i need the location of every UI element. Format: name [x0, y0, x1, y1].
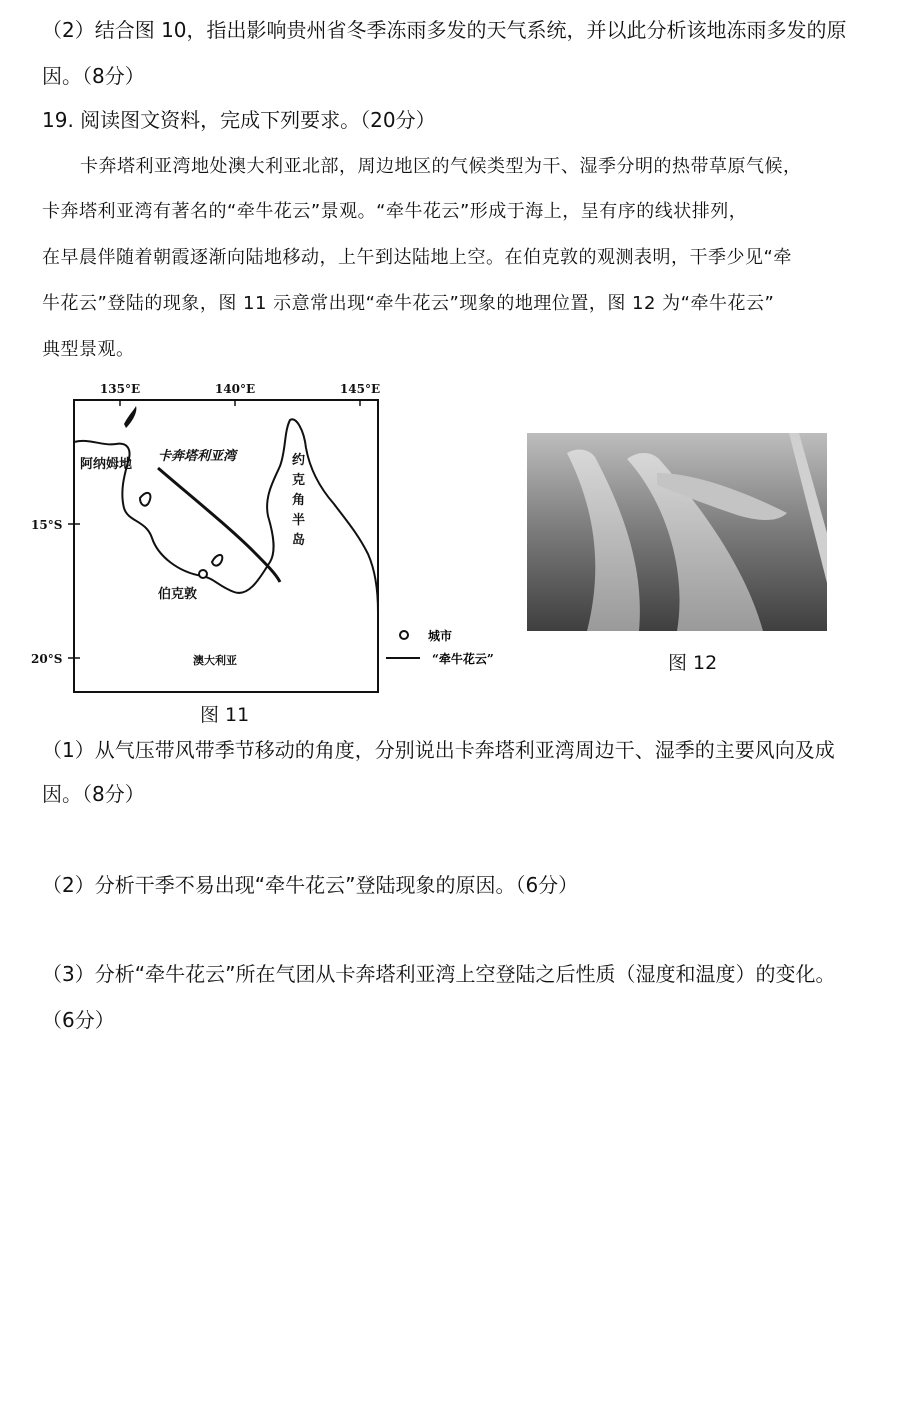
map-ticks — [68, 400, 360, 658]
question-19-title: 19. 阅读图文资料，完成下列要求。（20分） — [42, 108, 436, 132]
label-arnhem-land: 阿纳姆地 — [80, 457, 133, 472]
island-3 — [212, 555, 222, 566]
question-18-2-line-2: 因。（8分） — [42, 64, 145, 88]
label-cape-york-5: 岛 — [292, 533, 306, 548]
label-burketown: 伯克敦 — [158, 587, 198, 602]
lat-label-20: 20°S — [31, 652, 63, 666]
legend-city-icon — [400, 631, 408, 639]
figure-11-caption: 图 11 — [200, 704, 250, 726]
island-2 — [140, 493, 150, 506]
lon-label-145: 145°E — [339, 382, 381, 396]
lat-label-15: 15°S — [31, 518, 63, 532]
passage-line-3: 在早晨伴随着朝霞逐渐向陆地移动，上午到达陆地上空。在伯克敦的观测表明，干季少见“牵 — [42, 247, 792, 268]
subquestion-3-line-2: （6分） — [42, 1008, 115, 1032]
label-cape-york-4: 半 — [292, 513, 306, 528]
subquestion-1-line-2: 因。（8分） — [42, 782, 145, 806]
legend-city-label: 城市 — [428, 629, 453, 643]
label-cape-york-3: 角 — [292, 493, 306, 508]
subquestion-2: （2）分析干季不易出现“牵牛花云”登陆现象的原因。（6分） — [42, 873, 579, 897]
label-cape-york-1: 约 — [292, 453, 306, 468]
passage-line-4: 牛花云”登陆的现象，图 11 示意常出现“牵牛花云”现象的地理位置，图 12 为“牵牛花云” — [42, 293, 775, 314]
figure-12-caption: 图 12 — [668, 652, 718, 674]
lon-label-140: 140°E — [214, 382, 256, 396]
subquestion-3-line-1: （3）分析“牵牛花云”所在气团从卡奔塔利亚湾上空登陆之后性质（湿度和温度）的变化。 — [42, 962, 836, 986]
label-gulf-of-carpentaria: 卡奔塔利亚湾 — [158, 449, 237, 464]
island-1 — [124, 406, 136, 428]
passage-line-1: 卡奔塔利亚湾地处澳大利亚北部，周边地区的气候类型为干、湿季分明的热带草原气候， — [80, 156, 802, 177]
figure-11-map — [28, 376, 528, 696]
passage-line-5: 典型景观。 — [42, 339, 135, 360]
passage-line-2: 卡奔塔利亚湾有著名的“牵牛花云”景观。“牵牛花云”形成于海上，呈有序的线状排列， — [42, 201, 748, 222]
question-18-2-line-1: （2）结合图 10，指出影响贵州省冬季冻雨多发的天气系统，并以此分析该地冻雨多发的原 — [42, 18, 847, 42]
label-australia: 澳大利亚 — [193, 654, 237, 667]
label-cape-york-2: 克 — [292, 473, 306, 488]
subquestion-1-line-1: （1）从气压带风带季节移动的角度，分别说出卡奔塔利亚湾周边干、湿季的主要风向及成 — [42, 738, 835, 762]
lon-label-135: 135°E — [99, 382, 141, 396]
burketown-city-marker — [199, 570, 207, 578]
figure-12-photo — [527, 433, 827, 631]
legend-cloud-label: “牵牛花云” — [432, 652, 494, 666]
